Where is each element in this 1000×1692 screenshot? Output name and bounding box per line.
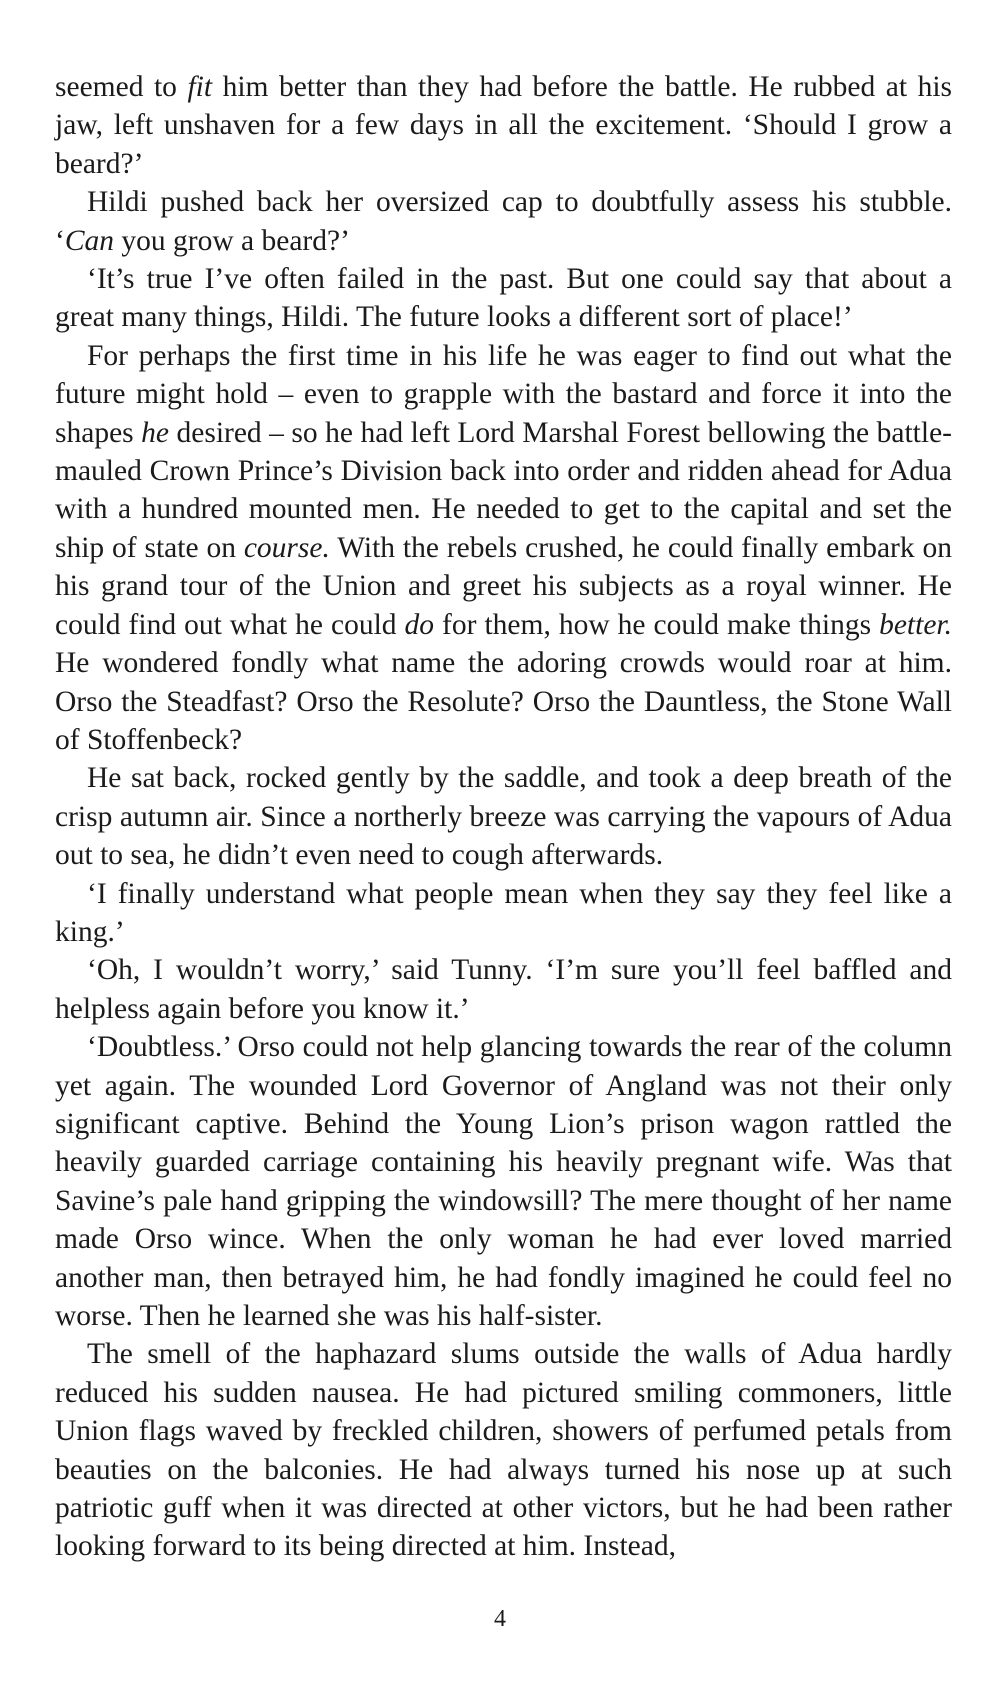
text-run: For perhaps the first time in his life he was eager to find out what the future might hold – even to grapple with the bastard and force it into the shapes: [55, 339, 952, 449]
text-run: ‘It’s true I’ve often failed in the past. But one could say that about a great many things, Hildi. The future looks a different sort of place!’: [55, 263, 952, 334]
italic-run: Can: [64, 224, 115, 257]
text-run: With the rebels crushed, he could finally embark on his grand tour of the Union and greet his subjects as a royal winner. He could find out what he could: [55, 531, 953, 641]
paragraph: [55, 951, 952, 1028]
paragraph: [55, 68, 952, 183]
italic-run: course.: [243, 531, 330, 564]
paragraph: [55, 260, 952, 337]
text-run: seemed to: [55, 71, 188, 103]
paragraph: [55, 1335, 952, 1565]
text-run: you grow a beard?’: [114, 224, 350, 257]
text-run: Hildi pushed back her oversized cap to doubtfully assess his stubble. ‘: [55, 186, 952, 257]
text-run: He wondered fondly what name the adoring crowds would roar at him. Orso the Steadfast? Orso the Resolute? Orso the Dauntless, the Stone Wall of Stoffenbeck?: [55, 647, 952, 756]
text-run: him better than they had before the battle. He rubbed at his jaw, left unshaven for a few days in all the excitement. ‘Should I grow a beard?’: [55, 71, 953, 180]
text-run: The smell of the haphazard slums outside the walls of Adua hardly reduced his sudden nausea. He had pictured smiling commoners, little Union flags waved by freckled children, showers of perfumed petals from beauties on the balconies. He had always turned his nose up at such patriotic guff when it was directed at other victors, but he had been rather looking forward to its being directed at him. Instead,: [55, 1338, 952, 1563]
text-run: desired – so he had left Lord Marshal Forest bellowing the battle-mauled Crown Prince’s Division back into order and ridden ahead for Adua with a hundred mounted men. He needed to get to the capital and set the ship of state on: [55, 416, 952, 564]
text-run: He sat back, rocked gently by the saddle, and took a deep breath of the crisp autumn air. Since a northerly breeze was carrying the vapours of Adua out to sea, he didn’t even need to cough afterwards.: [55, 762, 952, 872]
paragraph: [55, 337, 952, 759]
paragraph: [55, 1028, 952, 1335]
italic-run: better.: [879, 608, 952, 641]
page-number: 4: [494, 1606, 506, 1632]
text-run: for them, how he could make things: [434, 608, 880, 641]
paragraph: [55, 759, 952, 874]
italic-run: do: [404, 608, 435, 641]
page-body: [55, 68, 952, 1566]
paragraph: [55, 875, 952, 952]
text-run: ‘Oh, I wouldn’t worry,’ said Tunny. ‘I’m sure you’ll feel baffled and helpless again before you know it.’: [55, 954, 952, 1025]
paragraph: [55, 183, 952, 260]
italic-run: he: [141, 416, 169, 449]
text-run: ‘I finally understand what people mean when they say they feel like a king.’: [55, 877, 952, 948]
text-run: ‘Doubtless.’ Orso could not help glancing towards the rear of the column yet again. The wounded Lord Governor of Angland was not their only significant captive. Behind the Young Lion’s prison wagon rattled the heavily guarded carriage containing his heavily pregnant wife. Was that Savine’s pale hand gripping the windowsill? The mere thought of her name made Orso wince. When the only woman he had ever loved married another man, then betrayed him, he had fondly imagined he could feel no worse. Then he learned she was his half-sister.: [55, 1031, 952, 1332]
italic-run: fit: [187, 71, 213, 103]
